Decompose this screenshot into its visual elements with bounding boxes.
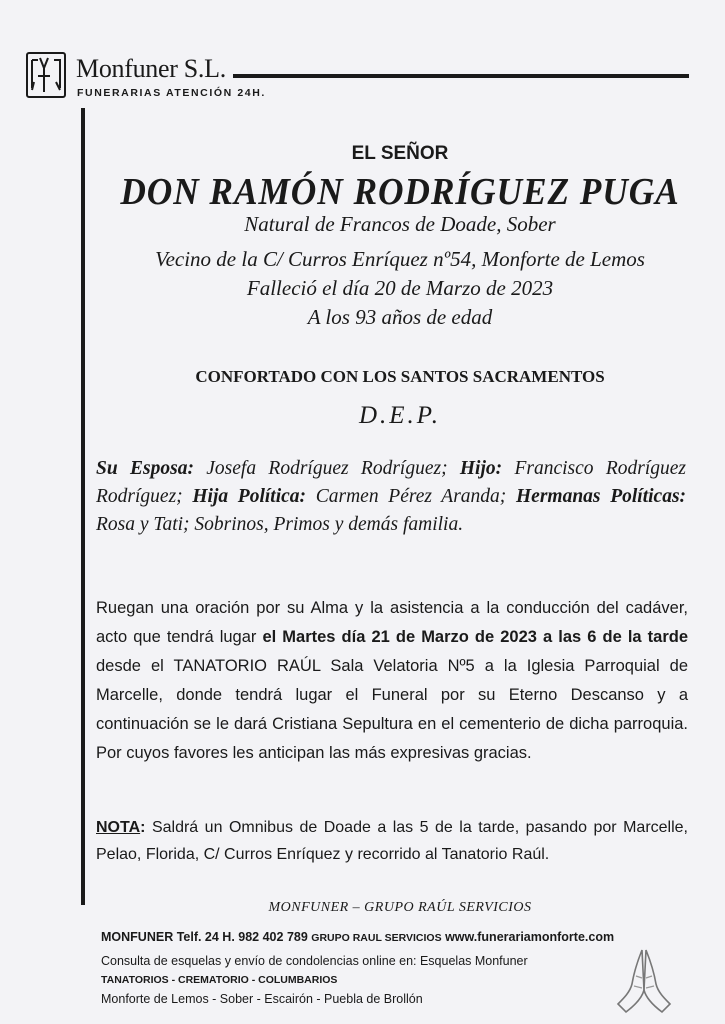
sisters-in-law-names: Rosa y Tati; Sobrinos, Primos y demás familia.: [96, 514, 464, 535]
brand-name: Monfuner S.L.: [76, 54, 226, 83]
header-rule: [233, 74, 689, 78]
death-date-line: Falleció el día 20 de Marzo de 2023: [246, 276, 554, 300]
nota-paragraph: NOTA: Saldrá un Omnibus de Doade a las 5 de la tarde, pasando por Marcelle, Pelao, Florida, C/ Curros Enríquez y recorrido al Tanatorio Raúl.: [96, 819, 688, 863]
age-line: A los 93 años de edad: [307, 305, 493, 329]
deceased-name: DON RAMÓN RODRÍGUEZ PUGA: [120, 171, 680, 213]
dep-line: D.E.P.: [358, 402, 442, 429]
cross-emblem-icon: [28, 54, 64, 96]
sisters-in-law-label: Hermanas Políticas:: [516, 486, 687, 507]
daughter-in-law-name: Carmen Pérez Aranda;: [315, 486, 507, 507]
son-name: Francisco Rodríguez Rodríguez;: [96, 458, 687, 507]
daughter-in-law-label: Hija Política:: [192, 486, 307, 507]
son-label: Hijo:: [459, 458, 503, 479]
nota-label: NOTA: [96, 819, 141, 836]
announcement-date: el Martes día 21 de Marzo de 2023 a las 6 de la tarde: [262, 628, 688, 646]
announcement-intro: Ruegan una oración por su Alma y la asistencia a la conducción del cadáver, acto que tendrá lugar: [96, 599, 688, 646]
notice-title: EL SEÑOR: [351, 143, 449, 164]
announcement-paragraph: [96, 594, 688, 768]
nota-text: Saldrá un Omnibus de Doade a las 5 de la tarde, pasando por Marcelle, Pelao, Florida, C/ Curros Enríquez y recorrido al Tanatorio Raúl.: [96, 819, 688, 863]
footer-website: www.funerariamonforte.com: [445, 930, 615, 944]
footer-services-line: TANATORIOS - CREMATORIO - COLUMBARIOS: [101, 974, 338, 986]
origin-line: Natural de Francos de Doade, Sober: [244, 212, 556, 236]
wife-name: Josefa Rodríguez Rodríguez;: [206, 458, 448, 479]
praying-hands-icon: [612, 946, 676, 1016]
footer-phone: MONFUNER Telf. 24 H. 982 402 789: [101, 930, 308, 944]
footer-contact-line: [101, 930, 614, 944]
footer-group-small: GRUPO RAUL SERVICIOS: [311, 932, 442, 944]
footer-locations-line: Monforte de Lemos - Sober - Escairón - Puebla de Brollón: [101, 992, 423, 1006]
footer-group-name: MONFUNER – GRUPO RAÚL SERVICIOS: [268, 900, 532, 915]
announcement-rest: desde el TANATORIO RAÚL Sala Velatoria Nº5 a la Iglesia Parroquial de Marcelle, donde tendrá lugar el Funeral por su Eterno Descanso y a continuación se le dará Cristiana Sepultura en el cementerio de dicha parroquia. Por cuyos favores les anticipan las más expresivas gracias.: [96, 657, 688, 762]
monfuner-logo: [26, 52, 66, 98]
family-paragraph: [96, 455, 686, 539]
address-line: Vecino de la C/ Curros Enríquez nº54, Monforte de Lemos: [155, 247, 645, 271]
wife-label: Su Esposa:: [96, 458, 194, 479]
brand-tagline: FUNERARIAS ATENCIÓN 24H.: [77, 87, 266, 99]
sacraments-line: CONFORTADO CON LOS SANTOS SACRAMENTOS: [195, 367, 605, 386]
side-rule: [81, 108, 85, 905]
footer-online-line: Consulta de esquelas y envío de condolencias online en: Esquelas Monfuner: [101, 954, 528, 968]
